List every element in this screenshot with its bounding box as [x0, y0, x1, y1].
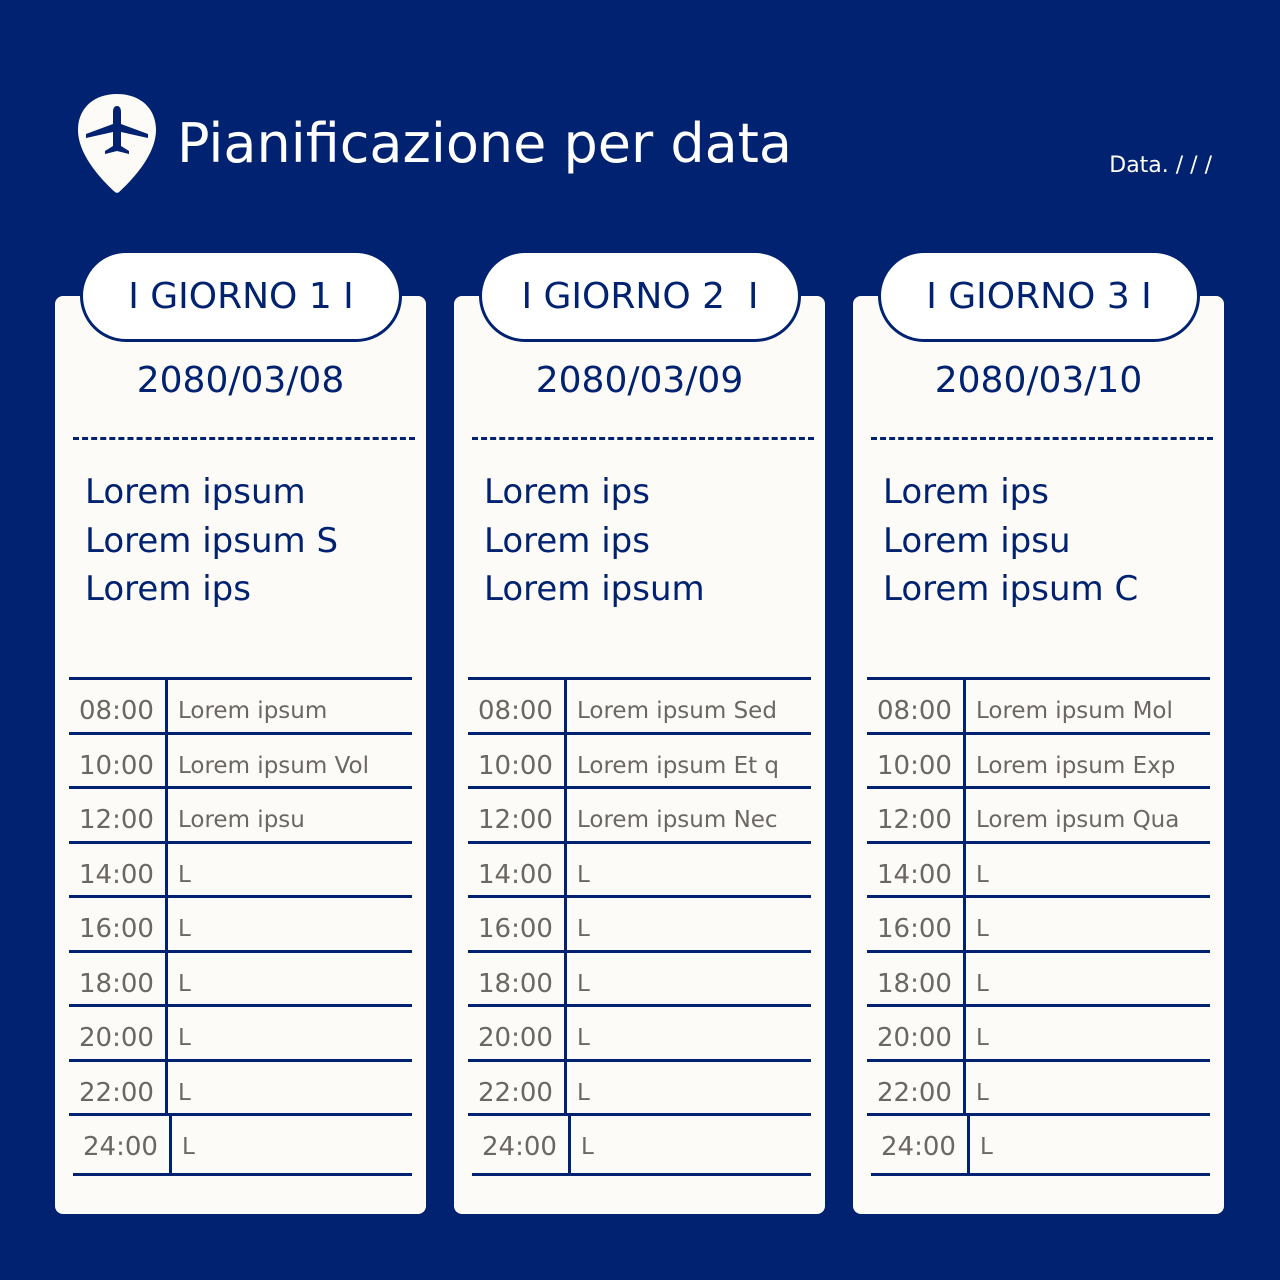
schedule-table	[468, 677, 811, 1176]
schedule-row	[867, 898, 1210, 953]
schedule-time: 12:00	[867, 789, 966, 841]
day-notes	[883, 468, 1138, 614]
day-card	[55, 275, 426, 1214]
schedule-row	[468, 735, 811, 790]
schedule-row	[867, 680, 1210, 735]
note-line: Lorem ips	[484, 520, 650, 561]
day-notes	[484, 468, 705, 614]
dashed-divider	[871, 437, 1213, 440]
schedule-time: 16:00	[69, 898, 168, 950]
schedule-event: L	[178, 1025, 191, 1051]
schedule-event: Lorem ipsu	[178, 807, 305, 833]
schedule-time: 12:00	[468, 789, 567, 841]
schedule-time: 14:00	[69, 844, 168, 896]
schedule-event: L	[178, 861, 191, 888]
day-date: 2080/03/09	[535, 360, 744, 401]
schedule-time: 22:00	[468, 1062, 567, 1114]
schedule-time: 08:00	[468, 680, 567, 732]
schedule-event: L	[976, 970, 989, 997]
schedule-row	[468, 1007, 811, 1062]
schedule-row	[871, 1116, 1210, 1176]
note-line: Lorem ips	[85, 569, 251, 609]
day-date: 2080/03/10	[934, 360, 1143, 401]
schedule-table	[867, 677, 1210, 1176]
note-line: Lorem ips	[484, 472, 650, 512]
schedule-time: 20:00	[867, 1007, 966, 1059]
schedule-event: L	[976, 1079, 989, 1106]
schedule-time: 24:00	[73, 1116, 172, 1173]
page-title: Pianificazione per data	[177, 112, 792, 175]
schedule-event: L	[178, 970, 191, 997]
schedule-time: 14:00	[468, 844, 567, 896]
schedule-row	[867, 789, 1210, 844]
schedule-time: 16:00	[468, 898, 567, 950]
date-label: Data. / / /	[1109, 153, 1212, 178]
day-date: 2080/03/08	[136, 360, 345, 401]
schedule-time: 18:00	[468, 953, 567, 1005]
schedule-row	[468, 789, 811, 844]
schedule-time: 16:00	[867, 898, 966, 950]
schedule-time: 10:00	[867, 735, 966, 787]
note-line: Lorem ipsum	[85, 472, 306, 512]
schedule-time: 18:00	[69, 953, 168, 1005]
schedule-event: L	[976, 916, 989, 942]
schedule-time: 08:00	[69, 680, 168, 732]
schedule-event: Lorem ipsum	[178, 698, 328, 724]
day-card	[853, 275, 1224, 1214]
schedule-row	[69, 844, 412, 899]
schedule-event: L	[980, 1134, 993, 1160]
schedule-event: L	[577, 970, 590, 997]
schedule-time: 20:00	[69, 1007, 168, 1059]
schedule-row	[69, 735, 412, 790]
dashed-divider	[472, 437, 814, 440]
schedule-event: L	[976, 1025, 989, 1051]
note-line: Lorem ipsu	[883, 520, 1071, 561]
note-line: Lorem ipsum	[484, 569, 705, 609]
schedule-event: Lorem ipsum Et q	[577, 752, 780, 779]
schedule-time: 10:00	[468, 735, 567, 787]
schedule-time: 24:00	[871, 1116, 970, 1173]
schedule-event: L	[577, 1025, 590, 1051]
airplane-pin-icon	[76, 92, 158, 194]
schedule-row	[867, 735, 1210, 790]
schedule-row	[73, 1116, 412, 1176]
schedule-table	[69, 677, 412, 1176]
schedule-event: Lorem ipsum Nec	[577, 807, 778, 833]
schedule-row	[867, 953, 1210, 1008]
schedule-row	[69, 953, 412, 1008]
schedule-event: L	[577, 1079, 590, 1106]
schedule-time: 22:00	[69, 1062, 168, 1114]
schedule-event: L	[577, 916, 590, 942]
schedule-time: 08:00	[867, 680, 966, 732]
schedule-row	[468, 898, 811, 953]
schedule-time: 20:00	[468, 1007, 567, 1059]
schedule-event: L	[976, 861, 989, 888]
schedule-row	[867, 1007, 1210, 1062]
schedule-event: L	[178, 916, 191, 942]
schedule-time: 10:00	[69, 735, 168, 787]
schedule-row	[468, 953, 811, 1008]
day-label: I GIORNO 2 I	[479, 250, 801, 342]
schedule-event: L	[577, 861, 590, 888]
schedule-row	[867, 844, 1210, 899]
schedule-time: 14:00	[867, 844, 966, 896]
schedule-row	[69, 1062, 412, 1117]
schedule-event: Lorem ipsum Vol	[178, 752, 369, 779]
schedule-time: 12:00	[69, 789, 168, 841]
day-label: I GIORNO 3 I	[878, 250, 1200, 342]
schedule-event: Lorem ipsum Mol	[976, 698, 1173, 724]
schedule-event: L	[581, 1134, 594, 1160]
schedule-time: 22:00	[867, 1062, 966, 1114]
schedule-event: L	[178, 1079, 191, 1106]
schedule-time: 18:00	[867, 953, 966, 1005]
schedule-event: Lorem ipsum Exp	[976, 752, 1176, 779]
schedule-row	[468, 844, 811, 899]
schedule-event: Lorem ipsum Qua	[976, 807, 1180, 833]
schedule-row	[468, 1062, 811, 1117]
note-line: Lorem ips	[883, 472, 1049, 512]
schedule-row	[69, 1007, 412, 1062]
schedule-row	[867, 1062, 1210, 1117]
note-line: Lorem ipsum C	[883, 569, 1139, 609]
day-card	[454, 275, 825, 1214]
day-notes	[85, 468, 338, 614]
schedule-row	[468, 680, 811, 735]
schedule-event: L	[182, 1134, 195, 1160]
schedule-time: 24:00	[472, 1116, 571, 1173]
schedule-row	[472, 1116, 811, 1176]
schedule-row	[69, 898, 412, 953]
schedule-row	[69, 789, 412, 844]
note-line: Lorem ipsum S	[85, 520, 339, 561]
day-label: I GIORNO 1 I	[80, 250, 402, 342]
dashed-divider	[73, 437, 415, 440]
schedule-row	[69, 680, 412, 735]
schedule-event: Lorem ipsum Sed	[577, 698, 777, 724]
